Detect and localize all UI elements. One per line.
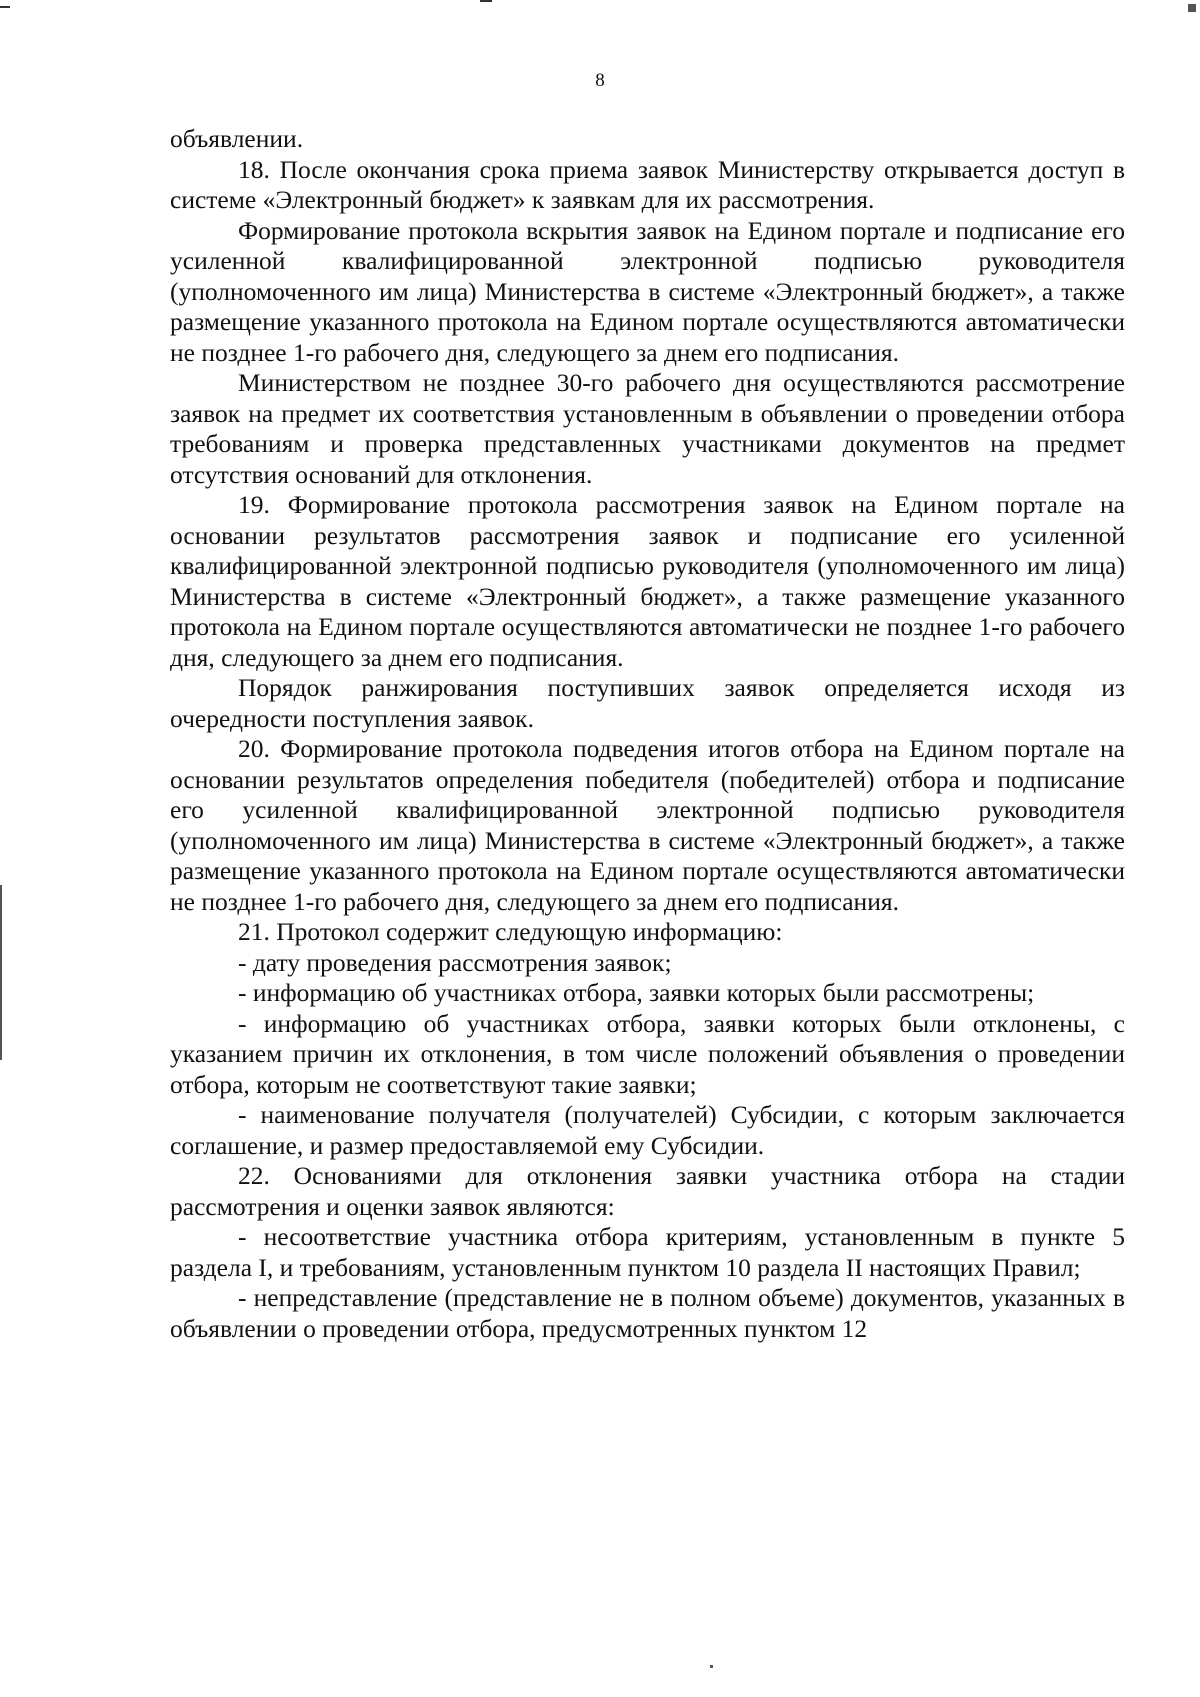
scan-artifact — [1188, 4, 1196, 12]
list-item: - дату проведения рассмотрения заявок; — [238, 947, 672, 977]
paragraph: 18. После окончания срока приема заявок Министерству открывается доступ в системе «Электронный бюджет» к заявкам для их рассмотрения. — [170, 154, 1125, 214]
scan-artifact — [480, 0, 492, 2]
document-body — [170, 124, 1125, 1344]
page-number: 8 — [595, 70, 605, 91]
list-item: - непредставление (представление не в полном объеме) документов, указанных в объявлении о проведении отбора, предусмотренных пунктом 12 — [170, 1283, 1125, 1343]
scan-artifact — [0, 6, 10, 8]
list-item: - несоответствие участника отбора критериям, установленным в пункте 5 раздела I, и требованиям, установленным пунктом 10 раздела II настоящих Правил; — [170, 1222, 1125, 1282]
list-item: - информацию об участниках отбора, заявки которых были отклонены, с указанием причин их отклонения, в том числе положений объявления о проведении отбора, которым не соответствуют такие заявки; — [170, 1008, 1125, 1099]
scan-artifact — [710, 1665, 713, 1668]
paragraph: Порядок ранжирования поступивших заявок определяется исходя из очередности поступления заявок. — [170, 673, 1125, 733]
paragraph: объявлении. — [170, 124, 304, 153]
scan-artifact — [0, 885, 2, 1060]
list-item: - информацию об участниках отбора, заявки которых были рассмотрены; — [238, 978, 1035, 1007]
paragraph: 20. Формирование протокола подведения итогов отбора на Едином портале на основании результатов определения победителя (победителей) отбора и подписание его усиленной квалифицированной электронной подписью руководителя (уполномоченного им лица) Министерства в системе «Электронный бюджет», а также размещение указанного протокола на Едином портале осуществляются автоматически не позднее 1-го рабочего дня, следующего за днем его подписания. — [170, 734, 1125, 916]
paragraph: 19. Формирование протокола рассмотрения заявок на Едином портале на основании результатов рассмотрения заявок и подписание его усиленной квалифицированной электронной подписью руководителя (уполномоченного им лица) Министерства в системе «Электронный бюджет», а также размещение указанного протокола на Едином портале осуществляются автоматически не позднее 1-го рабочего дня, следующего за днем его подписания. — [170, 490, 1125, 672]
paragraph: 22. Основаниями для отклонения заявки участника отбора на стадии рассмотрения и оценки заявок являются: — [170, 1161, 1125, 1221]
paragraph: 21. Протокол содержит следующую информацию: — [238, 917, 783, 946]
paragraph: Формирование протокола вскрытия заявок на Едином портале и подписание его усиленной квалифицированной электронной подписью руководителя (уполномоченного им лица) Министерства в системе «Электронный бюджет», а также размещение указанного протокола на Едином портале осуществляются автоматически не позднее 1-го рабочего дня, следующего за днем его подписания. — [170, 215, 1125, 367]
list-item: - наименование получателя (получателей) Субсидии, с которым заключается соглашение, и размер предоставляемой ему Субсидии. — [170, 1100, 1125, 1160]
paragraph: Министерством не позднее 30-го рабочего дня осуществляются рассмотрение заявок на предмет их соответствия установленным в объявлении о проведении отбора требованиям и проверка представленных участниками документов на предмет отсутствия оснований для отклонения. — [170, 368, 1125, 489]
